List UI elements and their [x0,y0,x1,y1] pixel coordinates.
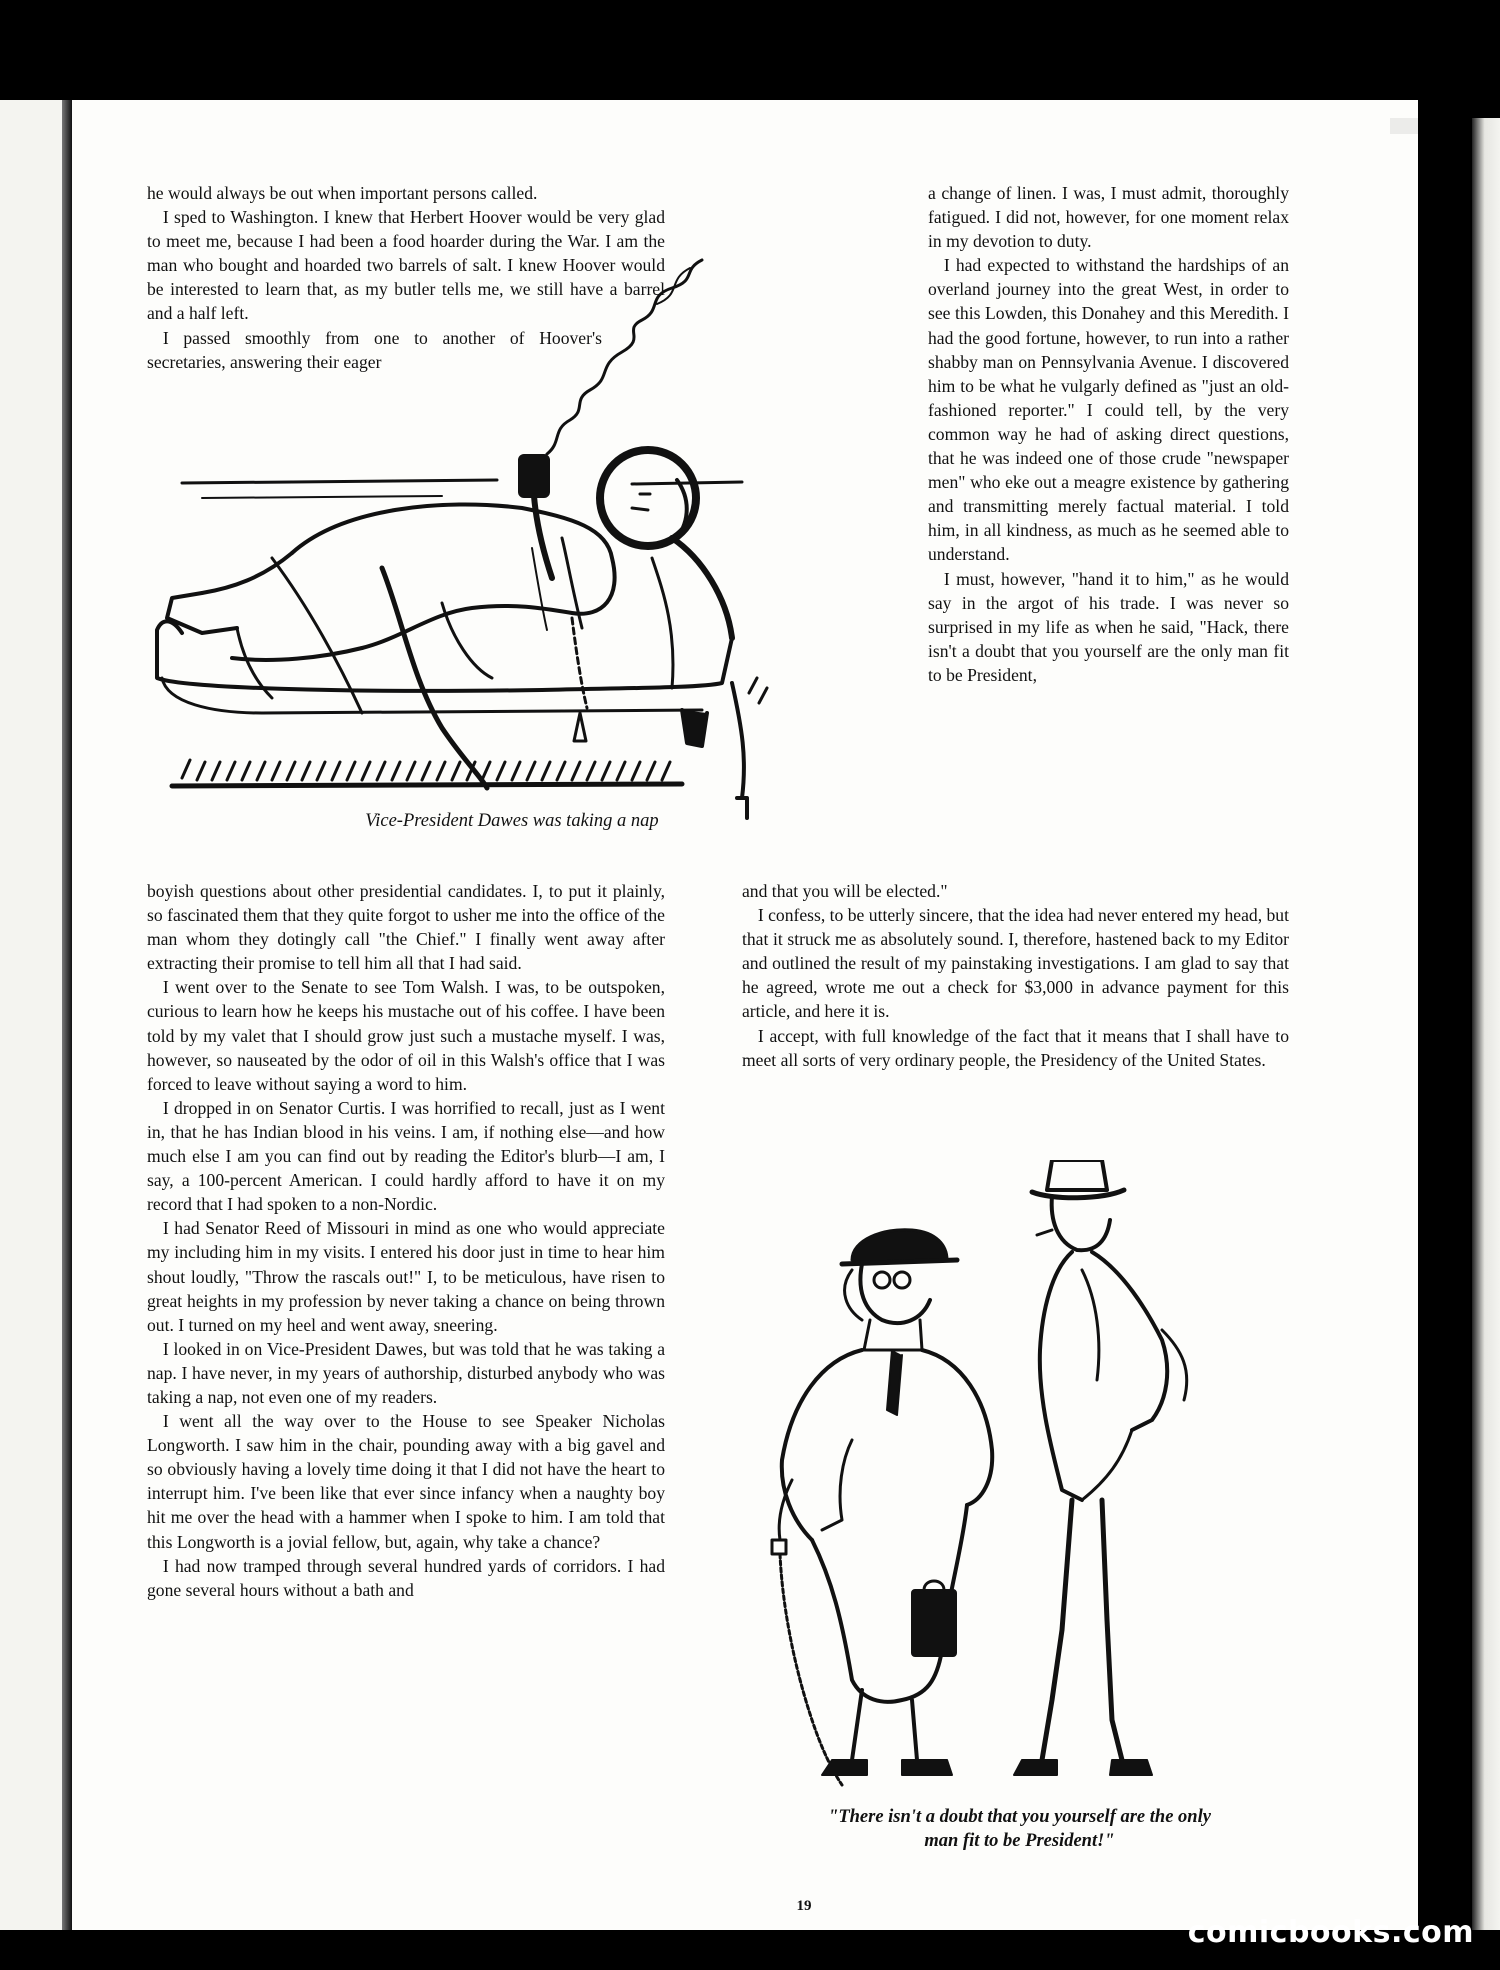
right-column-bottom-text [742,879,1289,1072]
paragraph: I accept, with full knowledge of the fact that it means that I shall have to meet all sorts of very ordinary people, the Presidency of the United States. [742,1025,1289,1070]
page-number: 19 [796,1898,812,1914]
paragraph: I had expected to withstand the hardships of an overland journey into the great West, in order to see this Lowden, this Donahey and this Meredith. I had the good fortune, however, to run into a rather shabby man on Pennsylvania Avenue. I discovered him to be what he vulgarly defined as "just an old-fashioned reporter." I could tell, by the very common way he had of asking direct questions, that he was indeed one of those crude "newspaper men" who eke out a meagre existence by gathering and transmitting merely factual material. I told him, in all kindness, as much as he seemed able to understand. [928,255,1289,565]
bottom-illustration-caption [712,1805,1327,1853]
gutter-shadow [62,100,72,1930]
caption-line: "There isn't a doubt that you yourself are the only [828,1807,1211,1827]
paragraph: I had now tramped through several hundred yards of corridors. I had gone several hours without a bath and [147,1555,665,1600]
caption-line: man fit to be President!" [924,1831,1115,1851]
paragraph: he would always be out when important persons called. [147,183,538,203]
paragraph: I looked in on Vice-President Dawes, but was told that he was taking a nap. I have never, in my years of authorship, disturbed anybody who was taking a nap, not even one of my readers. [147,1338,665,1407]
two-men-illustration [752,1160,1312,1800]
paragraph: and that you will be elected." [742,881,948,901]
paragraph: I went over to the Senate to see Tom Walsh. I was, to be outspoken, curious to learn how he keeps his mustache out of his coffee. I have been told by my valet that I should grow just such a mustache myself. I was, however, so nauseated by the odor of oil in this Walsh's office that I was forced to leave without saying a word to him. [147,977,665,1094]
left-column-bottom-text [147,879,665,1602]
page-tab [1390,118,1418,134]
paragraph: I passed smoothly from one to another of Hoover's secretaries, answering their eager [147,327,602,372]
paragraph: I dropped in on Senator Curtis. I was horrified to recall, just as I went in, that he has Indian blood in his veins. I am, if nothing else—and how much else I am you can find out by reading the Editor's blurb—I am, I say, a 100-percent American. I could hardly afford to have it on my record that I had spoken to a non-Nordic. [147,1097,665,1215]
right-page-edge [1472,118,1500,1930]
top-illustration-caption: Vice-President Dawes was taking a nap [365,811,659,831]
watermark-text: comicbooks.com [1187,1915,1474,1950]
left-page-edge [0,100,62,1930]
paragraph: I must, however, "hand it to him," as he would say in the argot of his trade. I was never so surprised in my life as when he said, "Hack, there isn't a doubt that you yourself are the only man fit to be President, [928,568,1289,685]
napping-man-illustration [142,258,782,903]
paragraph: I sped to Washington. I knew that Herbert Hoover would be very glad to meet me, because I had been a food hoarder during the War. I am the man who bought and hoarded two barrels of salt. I knew Hoover would be interested to learn that, as my butler tells me, we still have a barrel and a half left. [147,207,665,324]
magazine-page [72,100,1418,1930]
paragraph: I had Senator Reed of Missouri in mind as one who would appreciate my including him in my visits. I entered his door just in time to hear him shout loudly, "Throw the rascals out!" I, to be meticulous, have risen to great heights in my profession by never taking a chance on being thrown out. I turned on my heel and went away, sneering. [147,1218,665,1335]
right-column-top-text [928,181,1289,687]
paragraph: I confess, to be utterly sincere, that the idea had never entered my head, but that it struck me as absolutely sound. I, therefore, hastened back to my Editor and outlined the result of my painstaking investigations. I am glad to say that he agreed, wrote me out a check for $3,000 in advance payment for this article, and here it is. [742,905,1289,1022]
paragraph: boyish questions about other presidential candidates. I, to put it plainly, so fascinated them that they quite forgot to usher me into the office of the man whom they dotingly call "the Chief." I finally went away after extracting their promise to tell him all that I had said. [147,881,665,974]
paragraph: I went all the way over to the House to see Speaker Nicholas Longworth. I saw him in the chair, pounding away with a big gavel and so obviously having a lovely time doing it that I did not have the heart to interrupt him. I've been like that ever since infancy when a naughty boy hit me over the head with a hammer when I spoke to him. I am told that this Longworth is a jovial fellow, but, again, why take a chance? [147,1411,665,1552]
paragraph: a change of linen. I was, I must admit, thoroughly fatigued. I did not, however, for one moment relax in my devotion to duty. [928,183,1289,252]
